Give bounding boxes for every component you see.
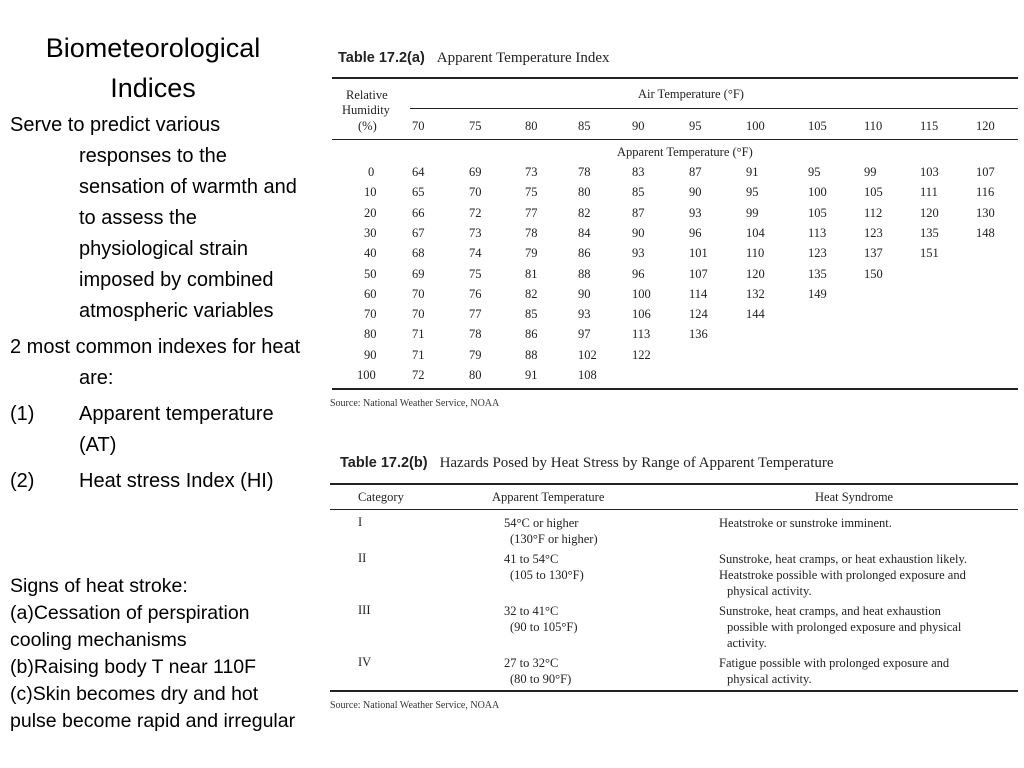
apparent-temp-cell: 91 [746,165,759,179]
apparent-temp-cell: 71 [412,347,425,362]
apparent-temp-cell: 122 [632,347,651,362]
apparent-temp-header: Apparent Temperature (°F) [617,145,753,159]
apparent-temp-cell: 82 [525,286,538,301]
air-temp-column-header: 90 [632,119,645,133]
apparent-temp-cell: 71 [412,327,425,342]
table-b-caption [340,455,834,472]
apparent-temp-col-header: Apparent Temperature [492,490,605,504]
apparent-temp-cell: 84 [578,225,591,240]
apparent-temp-cell: 111 [920,185,938,200]
temperature-range-line: 32 to 41°C [504,604,559,618]
apparent-temp-cell: 93 [632,246,645,261]
apparent-temp-cell: 132 [746,286,765,301]
apparent-temp-cell: 66 [412,205,425,220]
apparent-temp-cell: 107 [976,165,995,179]
air-temp-header: Air Temperature (°F) [638,87,744,101]
apparent-temp-cell: 100 [632,286,651,301]
apparent-temp-cell: 82 [578,205,591,220]
apparent-temp-cell: 78 [578,165,591,179]
apparent-temp-cell: 101 [689,246,708,261]
apparent-temp-cell: 75 [525,185,538,200]
apparent-temp-cell: 113 [632,327,651,342]
temperature-range-line: (105 to 130°F) [510,568,584,582]
heat-syndrome-line: physical activity. [727,584,812,598]
apparent-temp-cell: 120 [746,266,765,281]
apparent-temp-cell: 91 [525,368,538,382]
heat-syndrome-line: possible with prolonged exposure and physical [727,620,962,634]
apparent-temp-cell: 93 [578,307,591,322]
apparent-temp-cell: 72 [469,205,482,220]
apparent-temp-cell: 90 [689,185,702,200]
air-temp-column-header: 95 [689,119,702,133]
category-cell: III [358,603,371,617]
sign-item: (a)Cessation of perspiration cooling mechanisms [10,602,250,651]
apparent-temp-cell: 80 [578,185,591,200]
list-number: (2) [10,470,35,492]
heat-syndrome-header: Heat Syndrome [815,490,894,504]
apparent-temp-cell: 150 [864,266,883,281]
apparent-temp-cell: 64 [412,165,425,179]
category-cell: II [358,551,367,565]
air-temp-column-header: 85 [578,119,591,133]
category-header: Category [358,490,404,504]
apparent-temp-cell: 79 [469,347,482,362]
apparent-temp-cell: 95 [746,185,759,200]
apparent-temp-cell: 96 [632,266,645,281]
temperature-range-line: (130°F or higher) [510,532,598,546]
air-temp-column-header: 110 [864,119,883,133]
temperature-range-line: 41 to 54°C [504,552,559,566]
apparent-temp-cell: 105 [808,205,827,220]
apparent-temp-cell: 86 [578,246,591,261]
humidity-cell: 40 [364,246,377,261]
heat-syndrome-line: Heatstroke or sunstroke imminent. [719,516,892,530]
apparent-temp-cell: 123 [864,225,883,240]
apparent-temp-cell: 90 [632,225,645,240]
apparent-temp-cell: 148 [976,225,995,240]
apparent-temp-cell: 68 [412,246,425,261]
apparent-temp-cell: 99 [864,165,877,179]
apparent-temp-cell: 99 [746,205,759,220]
category-cell: IV [358,655,372,669]
apparent-temp-cell: 112 [864,205,883,220]
apparent-temp-cell: 100 [808,185,827,200]
sign-item: (b)Raising body T near 110F [10,656,257,678]
table-a-label: Table 17.2(a) [338,50,425,66]
apparent-temp-cell: 73 [525,165,538,179]
header-rule [330,509,1018,510]
apparent-temp-cell: 107 [689,266,708,281]
apparent-temp-cell: 78 [525,225,538,240]
apparent-temp-cell: 120 [920,205,939,220]
apparent-temp-cell: 114 [689,286,708,301]
apparent-temp-cell: 87 [689,165,702,179]
list-number: (1) [10,403,35,425]
apparent-temp-cell: 85 [525,307,538,322]
apparent-temp-cell: 95 [808,165,821,179]
category-cell: I [358,515,363,529]
heat-syndrome-line: Sunstroke, heat cramps, or heat exhaustion likely. [719,552,968,566]
apparent-temp-cell: 116 [976,185,995,200]
apparent-temp-cell: 103 [920,165,939,179]
apparent-temp-cell: 69 [412,266,425,281]
apparent-temp-cell: 88 [578,266,591,281]
table-b-source: Source: National Weather Service, NOAA [330,700,500,711]
apparent-temp-cell: 69 [469,165,482,179]
temperature-range-line: (80 to 90°F) [510,672,572,686]
humidity-cell: 80 [364,327,377,342]
humidity-cell: 90 [364,347,377,362]
apparent-temp-cell: 144 [746,307,765,322]
apparent-temp-cell: 65 [412,185,425,200]
apparent-temp-cell: 106 [632,307,651,322]
temperature-range-cell [504,551,584,583]
temperature-range-cell [504,603,578,635]
air-temp-column-header: 100 [746,119,765,133]
common-indexes-text: 2 most common indexes for heat are: [10,336,301,389]
apparent-temp-cell: 70 [469,185,482,200]
temperature-range-line: 54°C or higher [504,516,579,530]
apparent-temp-cell: 123 [808,246,827,261]
air-temp-column-header: 80 [525,119,538,133]
heat-syndrome-cell [719,655,949,687]
apparent-temp-cell: 70 [412,286,425,301]
intro-text: Serve to predict various responses to the sensation of warmth and to assess the physiological strain imposed by combined atmospheric variables [10,114,297,322]
apparent-temp-cell: 73 [469,225,482,240]
list-text: Heat stress Index (HI) [79,470,274,492]
apparent-temp-cell: 130 [976,205,995,220]
apparent-temp-cell: 136 [689,327,708,342]
heat-syndrome-line: physical activity. [727,672,812,686]
apparent-temp-cell: 83 [632,165,645,179]
heat-syndrome-line: Sunstroke, heat cramps, and heat exhaustion [719,604,941,618]
apparent-temp-cell: 78 [469,327,482,342]
list-text: Apparent temperature (AT) [79,403,274,456]
humidity-cell: 60 [364,286,377,301]
top-rule [330,483,1018,485]
temperature-range-line: (90 to 105°F) [510,620,578,634]
slide-title: Biometeorological Indices [45,33,261,103]
temperature-range-cell [504,655,571,687]
signs-title: Signs of heat stroke: [10,575,188,597]
humidity-cell: 20 [364,205,377,220]
bottom-rule [330,690,1018,692]
apparent-temp-cell: 80 [469,368,482,382]
apparent-temp-cell: 96 [689,225,702,240]
heat-syndrome-cell [719,551,967,599]
humidity-cell: 30 [364,225,377,240]
heat-syndrome-line: activity. [727,636,767,650]
temperature-range-line: 27 to 32°C [504,656,559,670]
apparent-temp-cell: 137 [864,246,883,261]
apparent-temp-cell: 79 [525,246,538,261]
apparent-temp-cell: 77 [469,307,482,322]
apparent-temp-cell: 72 [412,368,425,382]
apparent-temp-cell: 108 [578,368,597,382]
apparent-temp-cell: 85 [632,185,645,200]
table-b-label: Table 17.2(b) [340,455,428,471]
apparent-temp-cell: 149 [808,286,827,301]
apparent-temp-cell: 74 [469,246,482,261]
apparent-temp-cell: 67 [412,225,425,240]
apparent-temp-cell: 93 [689,205,702,220]
table-b-title: Hazards Posed by Heat Stress by Range of Apparent Temperature [439,455,834,471]
table-a-title: Apparent Temperature Index [436,50,610,66]
rh-header-line: Relative [346,88,388,102]
apparent-temp-cell: 110 [746,246,765,261]
apparent-temp-cell: 97 [578,327,591,342]
humidity-cell: 100 [357,368,376,382]
apparent-temp-cell: 104 [746,225,765,240]
humidity-cell: 10 [364,185,377,200]
air-temp-column-header: 115 [920,119,939,133]
heat-syndrome-line: Heatstroke possible with prolonged exposure and [719,568,966,582]
apparent-temp-cell: 102 [578,347,597,362]
air-temp-column-header: 105 [808,119,827,133]
apparent-temp-cell: 76 [469,286,482,301]
apparent-temp-cell: 70 [412,307,425,322]
humidity-cell: 0 [368,165,375,179]
apparent-temp-cell: 151 [920,246,939,261]
table-a-source: Source: National Weather Service, NOAA [330,398,500,409]
apparent-temp-cell: 81 [525,266,538,281]
humidity-cell: 70 [364,307,377,322]
apparent-temp-cell: 105 [864,185,883,200]
sign-item: (c)Skin becomes dry and hot pulse become rapid and irregular [10,683,296,732]
humidity-cell: 50 [364,266,377,281]
heat-syndrome-line: Fatigue possible with prolonged exposure and [719,656,950,670]
apparent-temp-cell: 88 [525,347,538,362]
apparent-temp-cell: 90 [578,286,591,301]
rh-header-line: Humidity [342,103,390,117]
air-temp-column-header: 120 [976,119,995,133]
apparent-temp-cell: 86 [525,327,538,342]
temperature-range-cell [504,515,598,547]
apparent-temp-cell: 135 [920,225,939,240]
apparent-temp-cell: 87 [632,205,645,220]
apparent-temp-cell: 124 [689,307,708,322]
apparent-temp-cell: 75 [469,266,482,281]
heat-syndrome-cell [719,603,961,651]
air-temp-column-header: 70 [412,119,425,133]
apparent-temp-cell: 135 [808,266,827,281]
apparent-temp-cell: 77 [525,205,538,220]
rh-header-line: (%) [358,119,377,133]
air-temp-column-header: 75 [469,119,482,133]
heat-syndrome-cell [719,515,892,531]
apparent-temp-cell: 113 [808,225,827,240]
